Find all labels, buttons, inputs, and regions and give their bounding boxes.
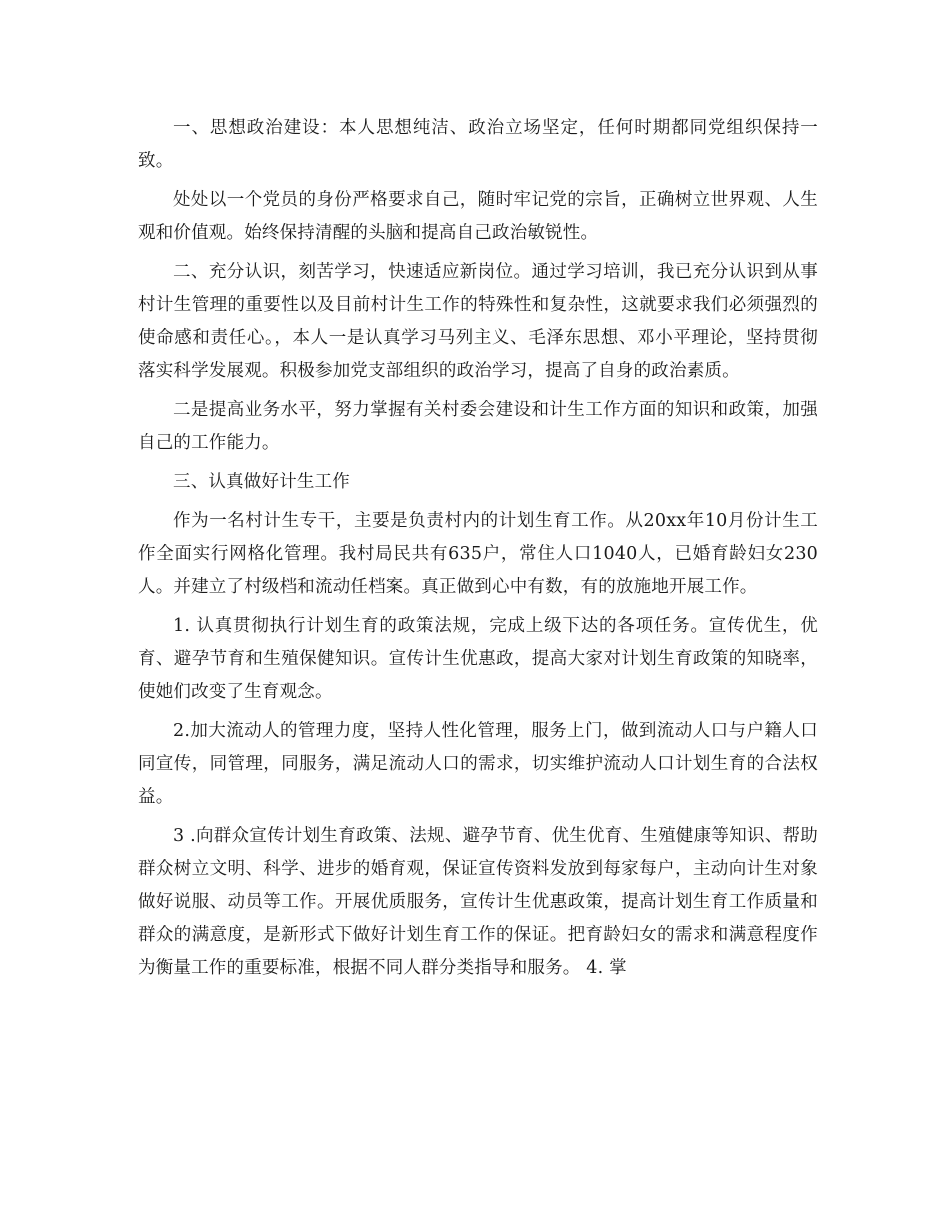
paragraph-party-member-conduct: 处处以一个党员的身份严格要求自己，随时牢记党的宗旨，正确树立世界观、人生观和价值观。始终保持清醒的头脑和提高自己政治敏锐性。	[138, 190, 818, 243]
paragraph-item-2: 2.加大流动人的管理力度，坚持人性化管理，服务上门，做到流动人口与户籍人口同宣传，同管理，同服务，满足流动人口的需求，切实维护流动人口计划生育的合法权益。	[138, 721, 818, 807]
paragraph-political-building: 一、思想政治建设：本人思想纯洁、政治立场坚定，任何时期都同党组织保持一致。	[138, 118, 818, 171]
paragraph-item-1: 1. 认真贯彻执行计划生育的政策法规，完成上级下达的各项任务。宣传优生，优育、避孕节育和生殖保健知识。宣传计生优惠政，提高大家对计划生育政策的知晓率，使她们改变了生育观念。	[138, 616, 818, 702]
document-body	[138, 112, 818, 991]
section-heading-family-planning: 三、认真做好计生工作	[173, 472, 350, 492]
paragraph-business-level: 二是提高业务水平，努力掌握有关村委会建设和计生工作方面的知识和政策，加强自己的工作能力。	[138, 400, 818, 453]
paragraph-village-overview: 作为一名村计生专干，主要是负责村内的计划生育工作。从20xx年10月份计生工作全面实行网格化管理。我村局民共有635户，常住人口1040人，已婚育龄妇女230人。并建立了村级档和流动任档案。真正做到心中有数，有的放施地开展工作。	[138, 511, 818, 597]
paragraph-item-3: 3 .向群众宣传计划生育政策、法规、避孕节育、优生优育、生殖健康等知识、帮助群众树立文明、科学、进步的婚育观，保证宣传资料发放到每家每户，主动向计生对象做好说服、动员等工作。开展优质服务，宣传计生优惠政策，提高计划生育工作质量和群众的满意度，是新形式下做好计划生育工作的保证。把育龄妇女的需求和满意程度作为衡量工作的重要标准，根据不同人群分类指导和服务。 4. 掌	[138, 826, 818, 978]
paragraph-study-adapt: 二、充分认识，刻苦学习，快速适应新岗位。通过学习培训，我已充分认识到从事村计生管理的重要性以及目前村计生工作的特殊性和复杂性，这就要求我们必须强烈的使命感和责任心。，本人一是认真学习马列主义、毛泽东思想、邓小平理论，坚持贯彻落实科学发展观。积极参加党支部组织的政治学习，提高了自身的政治素质。	[138, 262, 818, 381]
